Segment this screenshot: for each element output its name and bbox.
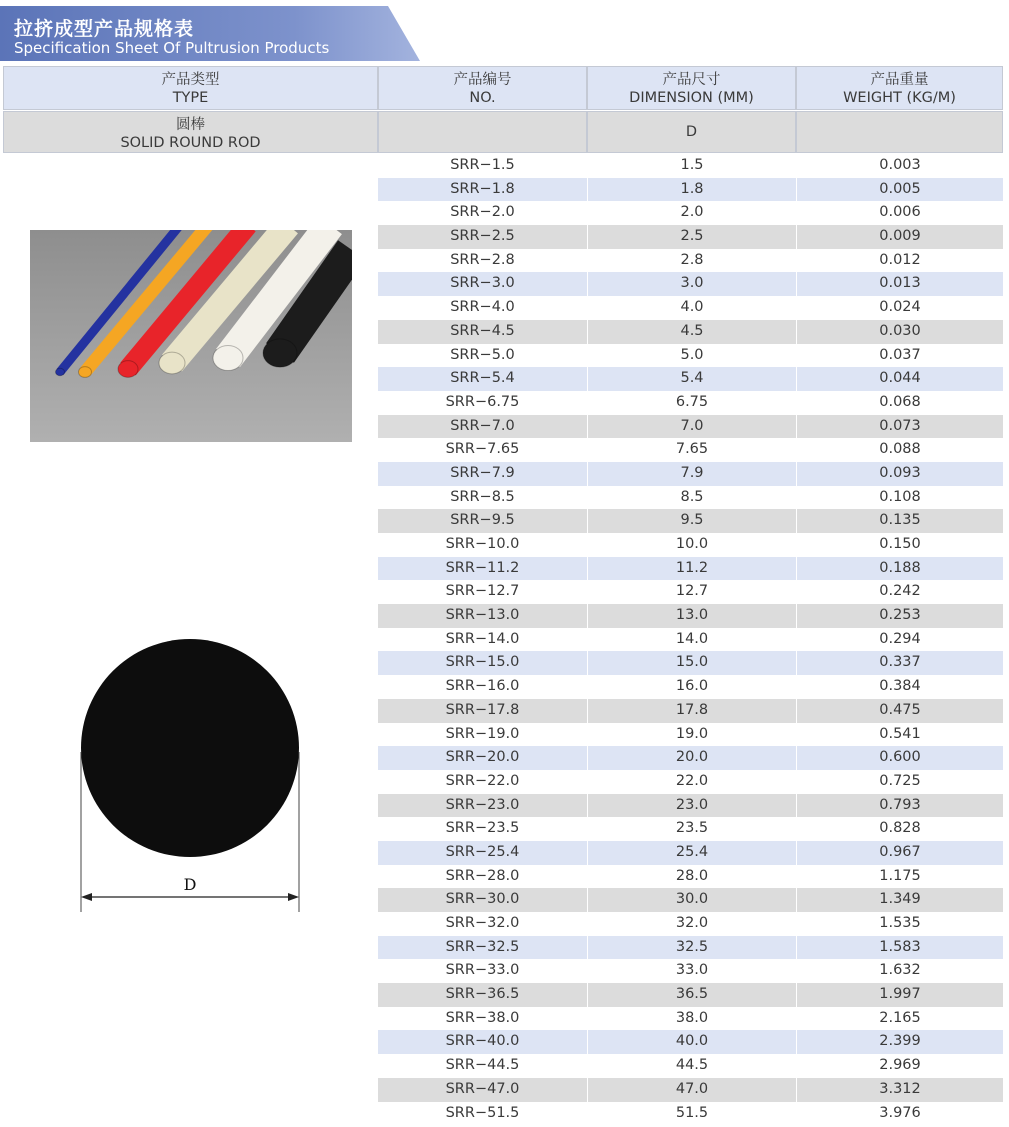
cell-weight: 0.135 [796, 509, 1003, 533]
header-weight [796, 66, 1003, 110]
cell-dimension: 5.0 [587, 344, 796, 368]
cell-no: SRR−32.5 [445, 938, 520, 955]
table-row [378, 320, 1003, 344]
cell-dimension: 11.2 [587, 557, 796, 581]
cell-weight: 1.997 [796, 983, 1003, 1007]
cell-no: SRR−30.0 [445, 891, 520, 908]
table-row [378, 533, 1003, 557]
cell-no: SRR−40.0 [445, 1033, 520, 1050]
cell-dimension: 47.0 [587, 1078, 796, 1102]
rod-end-6 [263, 339, 297, 367]
cell-dimension: 4.5 [587, 320, 796, 344]
table-row [378, 344, 1003, 368]
table-row [378, 486, 1003, 510]
cell-weight: 0.967 [796, 841, 1003, 865]
table-row [378, 888, 1003, 912]
cell-weight: 3.976 [796, 1102, 1003, 1126]
cell-weight: 0.108 [796, 486, 1003, 510]
cell-weight: 0.073 [796, 415, 1003, 439]
cell-weight: 0.294 [796, 628, 1003, 652]
cell-no: SRR−12.7 [445, 583, 520, 600]
cell-dimension: 32.0 [587, 912, 796, 936]
cell-no: SRR−20.0 [445, 749, 520, 766]
cell-dimension: 7.0 [587, 415, 796, 439]
cross-section-diagram [70, 630, 310, 920]
header-type-en: TYPE [172, 90, 209, 106]
cell-weight: 0.005 [796, 178, 1003, 202]
table-row [378, 865, 1003, 889]
cell-dimension: 40.0 [587, 1030, 796, 1054]
cell-dimension: 32.5 [587, 936, 796, 960]
cell-weight: 0.093 [796, 462, 1003, 486]
table-row [378, 249, 1003, 273]
cell-no: SRR−47.0 [445, 1080, 520, 1097]
cell-dimension: 2.5 [587, 225, 796, 249]
cell-no: SRR−25.4 [445, 843, 520, 860]
cell-no: SRR−16.0 [445, 678, 520, 695]
table-row [378, 272, 1003, 296]
cell-no: SRR−7.9 [450, 464, 515, 481]
cell-no: SRR−5.0 [450, 346, 515, 363]
table-row [378, 1030, 1003, 1054]
cell-dimension: 33.0 [587, 959, 796, 983]
cell-no: SRR−14.0 [445, 630, 520, 647]
cell-no: SRR−10.0 [445, 536, 520, 552]
table-row [378, 178, 1003, 202]
cell-no: SRR−51.5 [445, 1104, 520, 1121]
subheader-no [378, 111, 587, 153]
cell-weight: 0.006 [796, 201, 1003, 225]
cell-no: SRR−19.0 [445, 725, 520, 742]
cell-no: SRR−7.0 [450, 417, 515, 434]
cell-weight: 2.165 [796, 1007, 1003, 1031]
header-dim-cn: 产品尺寸 [662, 72, 721, 88]
cell-no: SRR−1.8 [450, 180, 515, 197]
cell-no: SRR−2.5 [450, 228, 515, 245]
cell-no: SRR−1.5 [450, 157, 515, 173]
table-row [378, 651, 1003, 675]
rod-section-circle [81, 639, 299, 857]
title-english: Specification Sheet Of Pultrusion Products [14, 39, 330, 57]
cell-dimension: 3.0 [587, 272, 796, 296]
subheader-type-cn: 圆棒 [176, 117, 205, 133]
cell-no: SRR−13.0 [445, 607, 520, 624]
table-row [378, 983, 1003, 1007]
table-row [378, 557, 1003, 581]
table-row [378, 1007, 1003, 1031]
cell-no: SRR−44.5 [445, 1057, 520, 1074]
table-row [378, 580, 1003, 604]
cell-dimension: 10.0 [587, 533, 796, 557]
cell-no: SRR−4.5 [450, 322, 515, 339]
subheader-dimension: D [587, 111, 796, 153]
table-row [378, 1054, 1003, 1078]
cell-weight: 0.242 [796, 580, 1003, 604]
cell-weight: 0.384 [796, 675, 1003, 699]
cell-weight: 0.337 [796, 651, 1003, 675]
product-photo [30, 230, 352, 442]
cell-no: SRR−11.2 [445, 559, 520, 576]
cell-dimension: 19.0 [587, 723, 796, 747]
cell-dimension: 1.8 [587, 178, 796, 202]
cell-dimension: 22.0 [587, 770, 796, 794]
cell-dimension: 1.5 [587, 154, 796, 178]
table-row [378, 438, 1003, 462]
table-row [378, 912, 1003, 936]
cell-dimension: 23.5 [587, 817, 796, 841]
cell-no: SRR−33.0 [445, 962, 520, 979]
header-type [3, 66, 378, 110]
table-row [378, 1078, 1003, 1102]
cell-weight: 0.013 [796, 272, 1003, 296]
cell-weight: 0.088 [796, 438, 1003, 462]
header-weight-en: WEIGHT (KG/M) [843, 90, 956, 106]
table-row [378, 723, 1003, 747]
cell-no: SRR−23.5 [445, 820, 520, 837]
cell-weight: 0.068 [796, 391, 1003, 415]
cell-dimension: 30.0 [587, 888, 796, 912]
cell-no: SRR−22.0 [445, 772, 520, 789]
cell-dimension: 25.4 [587, 841, 796, 865]
cell-no: SRR−38.0 [445, 1009, 520, 1026]
rod-end-4 [159, 352, 185, 374]
table-row [378, 675, 1003, 699]
table-row [378, 201, 1003, 225]
cell-weight: 0.600 [796, 746, 1003, 770]
cell-weight: 0.828 [796, 817, 1003, 841]
header-no-cn: 产品编号 [453, 72, 512, 88]
cell-dimension: 4.0 [587, 296, 796, 320]
cell-dimension: 8.5 [587, 486, 796, 510]
cell-dimension: 28.0 [587, 865, 796, 889]
cell-no: SRR−2.0 [450, 204, 515, 221]
table-row [378, 699, 1003, 723]
cell-no: SRR−2.8 [450, 251, 515, 268]
round-rod-section [70, 630, 310, 920]
cell-weight: 0.024 [796, 296, 1003, 320]
cell-weight: 0.044 [796, 367, 1003, 391]
table-row [378, 415, 1003, 439]
cell-no: SRR−17.8 [445, 701, 520, 718]
table-row [378, 794, 1003, 818]
header-type-cn: 产品类型 [161, 72, 220, 88]
cell-dimension: 6.75 [587, 391, 796, 415]
arrow-right-icon [288, 893, 299, 901]
cell-dimension: 15.0 [587, 651, 796, 675]
cell-dimension: 23.0 [587, 794, 796, 818]
cell-dimension: 20.0 [587, 746, 796, 770]
cell-dimension: 44.5 [587, 1054, 796, 1078]
title-chinese: 拉挤成型产品规格表 [14, 18, 195, 40]
cell-weight: 0.150 [796, 533, 1003, 557]
cell-dimension: 17.8 [587, 699, 796, 723]
table-row [378, 959, 1003, 983]
cell-no: SRR−3.0 [450, 275, 515, 292]
cell-weight: 1.175 [796, 865, 1003, 889]
table-row [378, 1102, 1003, 1126]
cell-dimension: 2.8 [587, 249, 796, 273]
subheader-type-en: SOLID ROUND ROD [120, 135, 261, 151]
arrow-left-icon [81, 893, 92, 901]
cell-weight: 0.541 [796, 723, 1003, 747]
cell-no: SRR−36.5 [445, 986, 520, 1003]
cell-dimension: 13.0 [587, 604, 796, 628]
cell-weight: 0.793 [796, 794, 1003, 818]
subheader-type [3, 111, 378, 153]
table-row [378, 770, 1003, 794]
cell-dimension: 38.0 [587, 1007, 796, 1031]
cell-weight: 1.583 [796, 936, 1003, 960]
cell-dimension: 5.4 [587, 367, 796, 391]
cell-weight: 0.037 [796, 344, 1003, 368]
table-row [378, 462, 1003, 486]
cell-weight: 0.253 [796, 604, 1003, 628]
cell-weight: 0.003 [796, 154, 1003, 178]
header-no-en: NO. [469, 90, 496, 106]
cell-no: SRR−4.0 [450, 299, 515, 316]
rod-end-3 [118, 361, 138, 378]
cell-no: SRR−9.5 [450, 512, 515, 529]
cell-dimension: 9.5 [587, 509, 796, 533]
title-banner [0, 6, 420, 61]
cell-dimension: 14.0 [587, 628, 796, 652]
cell-weight: 2.399 [796, 1030, 1003, 1054]
table-row [378, 225, 1003, 249]
cell-dimension: 16.0 [587, 675, 796, 699]
cell-weight: 1.632 [796, 959, 1003, 983]
dimension-label: D [183, 875, 197, 894]
rods-photo-illustration [30, 230, 352, 442]
table-row [378, 936, 1003, 960]
cell-dimension: 2.0 [587, 201, 796, 225]
rod-end-5 [213, 346, 243, 371]
rod-end-2 [79, 367, 92, 378]
cell-weight: 0.188 [796, 557, 1003, 581]
cell-weight: 2.969 [796, 1054, 1003, 1078]
cell-dimension: 7.65 [587, 438, 796, 462]
table-row [378, 817, 1003, 841]
cell-dimension: 36.5 [587, 983, 796, 1007]
cell-weight: 1.535 [796, 912, 1003, 936]
cell-weight: 3.312 [796, 1078, 1003, 1102]
cell-dimension: 7.9 [587, 462, 796, 486]
header-weight-cn: 产品重量 [870, 72, 929, 88]
table-row [378, 746, 1003, 770]
table-row [378, 296, 1003, 320]
table-row [378, 391, 1003, 415]
cell-weight: 0.725 [796, 770, 1003, 794]
header-dimension [587, 66, 796, 110]
cell-weight: 0.009 [796, 225, 1003, 249]
spec-table [3, 66, 1003, 1126]
cell-no: SRR−28.0 [445, 867, 520, 884]
cell-weight: 0.012 [796, 249, 1003, 273]
table-row [378, 604, 1003, 628]
table-row [378, 841, 1003, 865]
rod-end-1 [56, 368, 65, 376]
header-dim-en: DIMENSION (MM) [629, 90, 754, 106]
table-row [378, 628, 1003, 652]
cell-weight: 1.349 [796, 888, 1003, 912]
table-body [378, 154, 1003, 1125]
cell-weight: 0.475 [796, 699, 1003, 723]
cell-no: SRR−7.65 [445, 441, 520, 458]
cell-no: SRR−8.5 [450, 488, 515, 505]
cell-no: SRR−23.0 [445, 796, 520, 813]
table-row [378, 154, 1003, 178]
table-row [378, 509, 1003, 533]
cell-weight: 0.030 [796, 320, 1003, 344]
table-row [378, 367, 1003, 391]
cell-no: SRR−5.4 [450, 370, 515, 387]
cell-dimension: 51.5 [587, 1102, 796, 1126]
cell-no: SRR−32.0 [445, 915, 520, 931]
cell-no: SRR−6.75 [445, 393, 520, 410]
cell-dimension: 12.7 [587, 580, 796, 604]
subheader-weight [796, 111, 1003, 153]
header-no [378, 66, 587, 110]
cell-no: SRR−15.0 [445, 654, 520, 671]
